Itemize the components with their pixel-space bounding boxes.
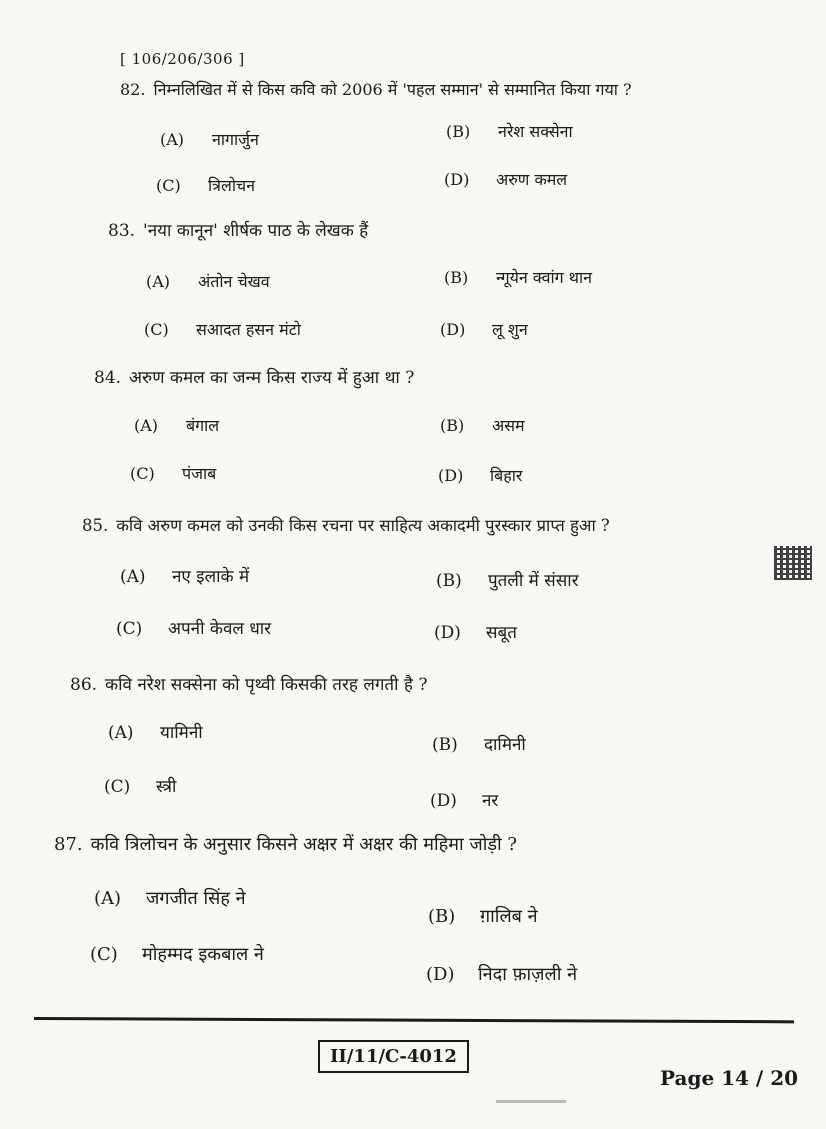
option-87-a: (A) जगजीत सिंह ने [94, 888, 246, 909]
qr-code [774, 546, 812, 580]
page-number: Page 14 / 20 [660, 1066, 799, 1090]
option-83-b: (B) न्गूयेन क्वांग थान [444, 268, 592, 287]
option-82-a: (A) नागार्जुन [160, 130, 259, 149]
footer-divider [34, 1017, 794, 1023]
option-84-c: (C) पंजाब [130, 464, 217, 483]
option-85-c: (C) अपनी केवल धार [116, 619, 272, 639]
option-85-d: (D) सबूत [434, 623, 517, 643]
footer-code: II/11/C-4012 [318, 1040, 469, 1073]
option-87-d: (D) निदा फ़ाज़ली ने [426, 964, 578, 985]
question-85: 85. कवि अरुण कमल को उनकी किस रचना पर साहित्य अकादमी पुरस्कार प्राप्त हुआ ? [82, 516, 610, 535]
question-84: 84. अरुण कमल का जन्म किस राज्य में हुआ था ? [94, 368, 415, 388]
question-86: 86. कवि नरेश सक्सेना को पृथ्वी किसकी तरह लगती है ? [70, 675, 428, 695]
option-85-b: (B) पुतली में संसार [436, 571, 579, 591]
option-84-a: (A) बंगाल [134, 416, 220, 435]
option-87-c: (C) मोहम्मद इकबाल ने [90, 944, 264, 965]
option-82-b: (B) नरेश सक्सेना [446, 122, 573, 141]
option-86-c: (C) स्त्री [104, 777, 177, 797]
option-83-d: (D) लू शुन [440, 320, 528, 339]
option-86-d: (D) नर [430, 791, 499, 811]
option-84-d: (D) बिहार [438, 466, 523, 485]
question-82: 82. निम्नलिखित में से किस कवि को 2006 में 'पहल सम्मान' से सम्मानित किया गया ? [120, 80, 632, 99]
option-84-b: (B) असम [440, 416, 525, 435]
option-87-b: (B) ग़ालिब ने [428, 906, 538, 927]
option-86-b: (B) दामिनी [432, 735, 526, 755]
option-83-a: (A) अंतोन चेखव [146, 272, 270, 291]
option-83-c: (C) सआदत हसन मंटो [144, 320, 301, 339]
question-83: 83. 'नया कानून' शीर्षक पाठ के लेखक हैं [108, 221, 369, 241]
option-82-d: (D) अरुण कमल [444, 170, 568, 189]
option-85-a: (A) नए इलाके में [120, 567, 250, 587]
option-82-c: (C) त्रिलोचन [156, 176, 256, 195]
paper-code: [ 106/206/306 ] [120, 50, 245, 68]
option-86-a: (A) यामिनी [108, 723, 203, 743]
scan-mark [496, 1100, 566, 1103]
question-87: 87. कवि त्रिलोचन के अनुसार किसने अक्षर में अक्षर की महिमा जोड़ी ? [54, 834, 518, 855]
